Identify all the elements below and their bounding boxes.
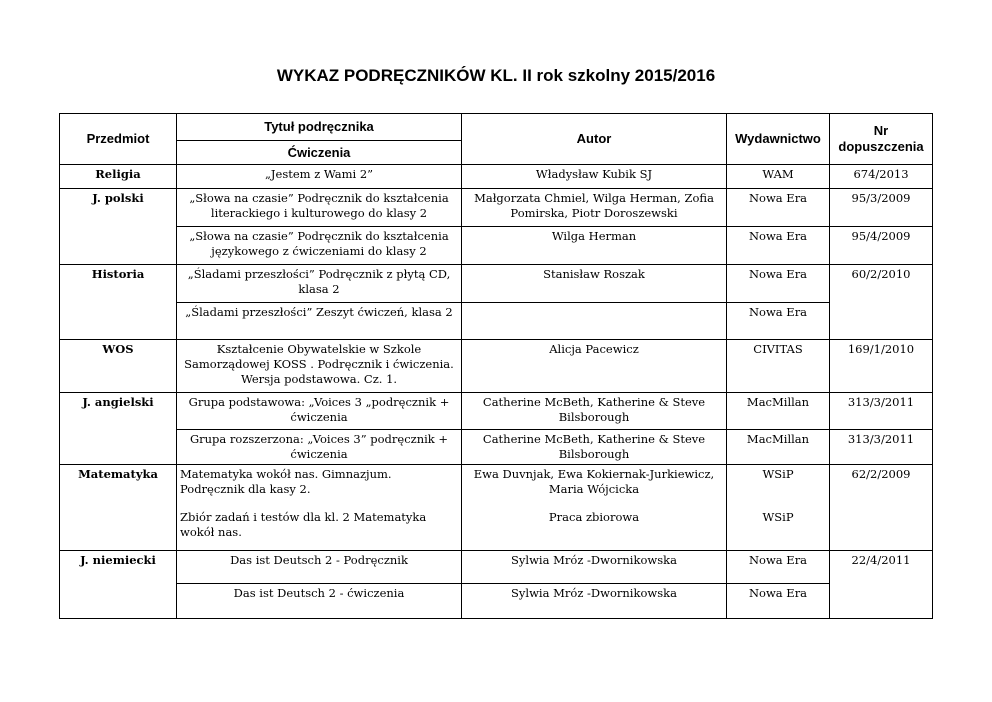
publisher-cell: WSiP [727,465,830,508]
author-cell: Władysław Kubik SJ [462,165,727,189]
author-cell: Praca zbiorowa [462,508,727,551]
document-title: WYKAZ PODRĘCZNIKÓW KL. II rok szkolny 2015/2016 [276,66,716,85]
nr-cell: 169/1/2010 [830,340,933,393]
nr-cell: 22/4/2011 [830,551,933,619]
publisher-cell: Nowa Era [727,303,830,340]
header-nr: Nr dopuszczenia [830,114,933,165]
author-cell: Catherine McBeth, Katherine & Steve Bilsborough [462,430,727,465]
subject-cell: Historia [60,265,177,340]
header-wydawnictwo: Wydawnictwo [727,114,830,165]
subject-cell: Matematyka [60,465,177,551]
header-tytul: Tytuł podręcznika [177,114,462,141]
publisher-cell: Nowa Era [727,584,830,619]
publisher-cell: CIVITAS [727,340,830,393]
title-cell: Grupa rozszerzona: „Voices 3” podręcznik + ćwiczenia [177,430,462,465]
author-cell: Małgorzata Chmiel, Wilga Herman, Zofia Pomirska, Piotr Doroszewski [462,189,727,227]
table-row [60,265,933,303]
title-cell: Grupa podstawowa: „Voices 3 „podręcznik + ćwiczenia [177,393,462,430]
author-cell: Wilga Herman [462,227,727,265]
author-cell [462,303,727,340]
publisher-cell: Nowa Era [727,189,830,227]
subject-cell: Religia [60,165,177,189]
publisher-cell: MacMillan [727,393,830,430]
title-cell: „Słowa na czasie” Podręcznik do kształcenia językowego z ćwiczeniami do klasy 2 [177,227,462,265]
title-cell: Zbiór zadań i testów dla kl. 2 Matematyka wokół nas. [177,508,462,551]
publisher-cell: Nowa Era [727,227,830,265]
header-przedmiot: Przedmiot [60,114,177,165]
table-row [60,165,933,189]
header-cwiczenia: Ćwiczenia [177,141,462,165]
title-cell: Matematyka wokół nas. Gimnazjum. Podręcznik dla kasy 2. [177,465,462,508]
nr-cell: 674/2013 [830,165,933,189]
author-cell: Sylwia Mróz -Dwornikowska [462,551,727,584]
author-cell: Catherine McBeth, Katherine & Steve Bilsborough [462,393,727,430]
title-cell: Kształcenie Obywatelskie w Szkole Samorządowej KOSS . Podręcznik i ćwiczenia. Wersja podstawowa. Cz. 1. [177,340,462,393]
title-cell: Das ist Deutsch 2 - Podręcznik [177,551,462,584]
table-row [60,508,933,551]
publisher-cell: Nowa Era [727,551,830,584]
table-row [60,303,933,340]
title-cell: „Jestem z Wami 2” [177,165,462,189]
subject-cell: J. polski [60,189,177,265]
table-row [60,551,933,584]
title-cell: „Słowa na czasie” Podręcznik do kształcenia literackiego i kulturowego do klasy 2 [177,189,462,227]
nr-cell: 313/3/2011 [830,393,933,430]
textbook-table [59,113,933,619]
nr-cell: 60/2/2010 [830,265,933,340]
nr-cell: 95/3/2009 [830,189,933,227]
subject-cell: J. angielski [60,393,177,465]
header-row [60,114,933,141]
title-cell: „Śladami przeszłości” Podręcznik z płytą CD, klasa 2 [177,265,462,303]
nr-cell: 95/4/2009 [830,227,933,265]
table-row [60,584,933,619]
table-row [60,465,933,508]
publisher-cell: WSiP [727,508,830,551]
author-cell: Sylwia Mróz -Dwornikowska [462,584,727,619]
table-row [60,189,933,227]
table-row [60,393,933,430]
subject-cell: J. niemiecki [60,551,177,619]
publisher-cell: WAM [727,165,830,189]
publisher-cell: Nowa Era [727,265,830,303]
author-cell: Ewa Duvnjak, Ewa Kokiernak-Jurkiewicz, Maria Wójcicka [462,465,727,508]
nr-cell: 62/2/2009 [830,465,933,551]
subject-cell: WOS [60,340,177,393]
author-cell: Stanisław Roszak [462,265,727,303]
title-cell: Das ist Deutsch 2 - ćwiczenia [177,584,462,619]
nr-cell: 313/3/2011 [830,430,933,465]
table-row [60,430,933,465]
table-row [60,227,933,265]
title-cell: „Śladami przeszłości” Zeszyt ćwiczeń, klasa 2 [177,303,462,340]
header-autor: Autor [462,114,727,165]
author-cell: Alicja Pacewicz [462,340,727,393]
table-row [60,340,933,393]
publisher-cell: MacMillan [727,430,830,465]
